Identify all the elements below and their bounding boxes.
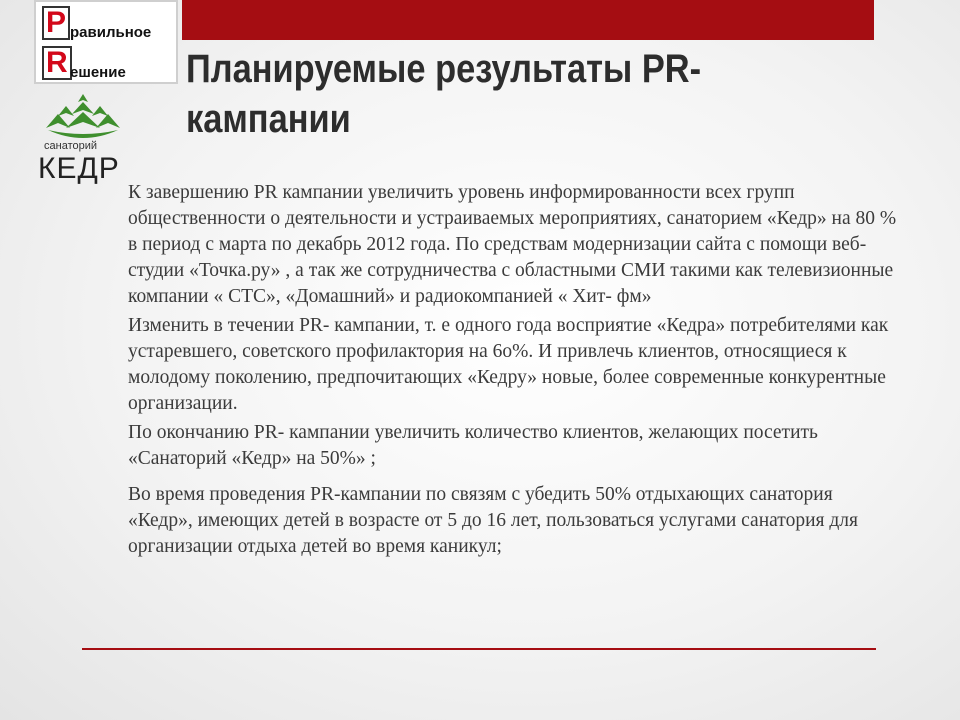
list-item-text: Изменить в течении PR- кампании, т. е одного года восприятие «Кедра» потребителями как устаревшего, советского профилактория на 6o%. И привлечь клиентов, относящиеся к молодому поколению, предпочитающих «Кедру» новые, более современные конкурентные организации.	[128, 315, 889, 414]
kedr-tree-icon	[38, 92, 128, 144]
kedr-wordmark: КЕДР	[38, 152, 120, 185]
logo-letter-r: R	[42, 46, 72, 80]
logo-word-bottom: ешение	[70, 64, 126, 81]
list-item-text: К завершению PR кампании увеличить уровень информированности всех групп общественности о деятельности и устраиваемых мероприятиях, санаторием «Кедр» на 80 % в период с марта по декабрь 2012 года. По средствам модернизации сайта с помощи веб- студии «Точка.ру» , а так же сотрудничества с областными СМИ такими как телевизионные компании « СТС», «Домашний» и радиокомпанией « Хит- фм»	[128, 182, 897, 307]
list-item	[112, 313, 902, 417]
company-logo	[34, 0, 178, 84]
list-item	[112, 180, 902, 310]
slide-body	[112, 180, 902, 563]
slide-title-line-1: Планируемые результаты PR-	[186, 47, 702, 91]
slide-title-line-2: кампании	[186, 97, 351, 141]
bottom-divider	[82, 648, 876, 650]
kedr-caption: санаторий	[44, 140, 98, 152]
header-accent-band	[182, 0, 874, 40]
sanatorium-logo	[36, 92, 136, 192]
list-item-text: Во время проведения PR-кампании по связям с убедить 50% отдыхающих санатория «Кедр», имеющих детей в возрасте от 5 до 16 лет, пользоваться услугами санатория для организации отдыха детей во время каникул;	[128, 484, 858, 557]
logo-letter-p: P	[42, 6, 70, 40]
list-item	[112, 420, 902, 472]
logo-word-top: равильное	[70, 24, 152, 41]
list-item-text: По окончанию PR- кампании увеличить количество клиентов, желающих посетить «Санаторий «Кедр» на 50%» ;	[128, 422, 818, 469]
slide-title	[186, 44, 771, 144]
list-item	[112, 482, 902, 560]
